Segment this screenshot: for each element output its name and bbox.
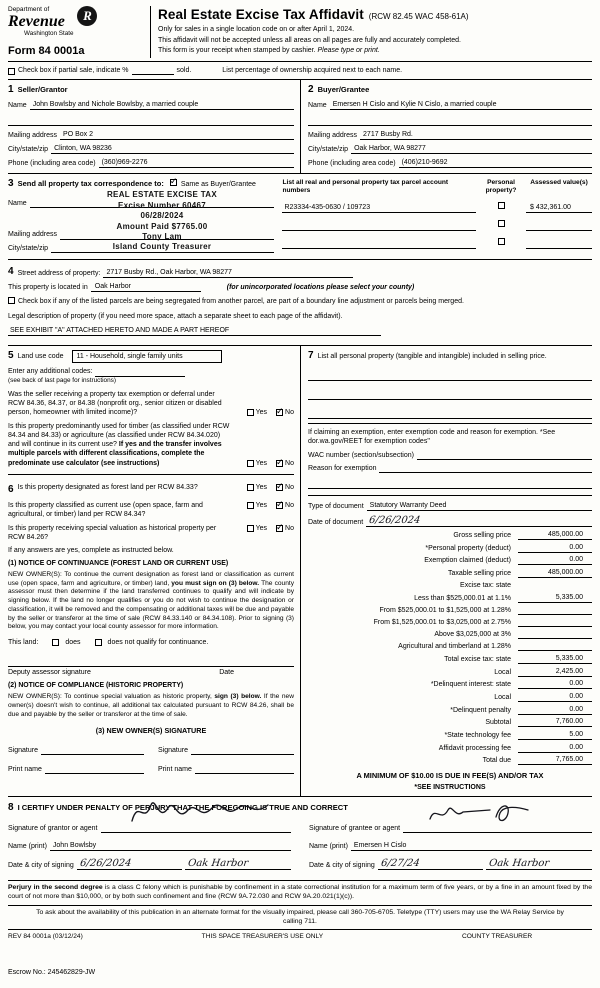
s6q3-no-checkbox[interactable] (276, 525, 283, 532)
grantee-sig-label: Signature of grantee or agent (309, 825, 401, 833)
section-4-number: 4 (8, 266, 14, 278)
seller-phone-value: (360)969-2276 (99, 158, 294, 168)
tax-value: 5.00 (518, 730, 592, 740)
owner-print-name-label: Print name (8, 765, 42, 773)
stamp-line: REAL ESTATE EXCISE TAX (106, 190, 218, 200)
tax-value: 485,000.00 (518, 568, 592, 578)
tax-computation-table (308, 530, 592, 766)
stamp-line: 06/28/2024 (140, 211, 184, 221)
section-designations (8, 475, 294, 774)
section-land-use (8, 349, 294, 474)
assessed-value: $ 432,361.00 (526, 203, 592, 213)
grantor-name-value: John Bowlsby (50, 841, 291, 851)
tax-row: *Personal property (deduct) 0.00 (308, 543, 592, 553)
grantee-name-label: Name (print) (309, 843, 348, 851)
partial-sale-checkbox[interactable] (8, 68, 15, 75)
seller-phone-label: Phone (including area code) (8, 160, 96, 168)
form-number: Form 84 0001a (8, 44, 85, 57)
current-use-question: Is this property classified as current use (open space, farm and agricultural, or timber) land per RCW 84.34? Yes ✓ No (8, 501, 294, 519)
legal-description-value: SEE EXHIBIT "A" ATTACHED HERETO AND MADE A PART HEREOF (8, 326, 231, 336)
unincorporated-note: (for unincorporated locations please select your county) (226, 284, 415, 292)
tax-row: Subtotal 7,760.00 (308, 717, 592, 727)
type-of-document-label: Type of document (308, 502, 364, 510)
continuance-qualify-row (8, 638, 294, 647)
parcel-number-field (282, 239, 476, 249)
stamp-line: Excise Number 60467 (118, 200, 206, 210)
s5q1-yes-checkbox[interactable] (247, 409, 254, 416)
perjury-statement: Perjury in the second degree is a class C felony which is punishable by confinement in a state correctional institution for a maximum term of five years, or by a fine in an amount fixed by the court of not more than $10,000, or by both such confinement and fine (RCW 9A.72.030 and RCW 9A.20.021(1)(c)). (8, 881, 592, 906)
assessed-value-header: Assessed value(s) (530, 179, 588, 187)
additional-codes-note: (see back of last page for instructions) (8, 376, 116, 384)
notice-continuance-text: NEW OWNER(S): To continue the current designation as forest land or classification as current use (open space, farm and agriculture, or timber) land, you must sign on (3) below. The county assessor must then determine if the land transferred continues to qualify and will indicate by signing below. If the land no longer qualifies or you do not wish to continue the designation or classification, it will be removed and the compensating or additional taxes will be due and payable by the seller or transferor at the time of sale (RCW 84.33.140 or 84.34.108). Prior to signing (3) below, you may contact your local county assessor for more information. (8, 571, 294, 631)
date-of-document-value: 6/26/2024 (368, 514, 422, 526)
tax-value: 7,760.00 (518, 717, 592, 727)
tax-value: 0.00 (518, 705, 592, 715)
buyer-name-label: Name (308, 102, 327, 109)
tax-row: *Delinquent interest: state 0.00 (308, 679, 592, 689)
s6q1-yes-checkbox[interactable] (247, 484, 254, 491)
s5q2-yes-checkbox[interactable] (247, 460, 254, 467)
seller-mailing-label: Mailing address (8, 132, 58, 140)
buyer-city-value: Oak Harbor, WA 98277 (351, 144, 592, 154)
tax-row: Agricultural and timberland at 1.28% (308, 642, 592, 652)
buyer-mailing-value: 2717 Busby Rd. (360, 130, 592, 140)
tax-value: 0.00 (518, 543, 592, 553)
agency-block (8, 6, 150, 58)
document-info (308, 501, 592, 527)
grantor-name-label: Name (print) (8, 843, 47, 851)
see-instructions-note: *SEE INSTRUCTIONS (414, 784, 486, 792)
s5q1-no-checkbox[interactable] (276, 409, 283, 416)
correspondence-title: Send all property tax correspondence to: (17, 179, 164, 189)
located-in-label: This property is located in (8, 284, 88, 292)
footer-row (8, 930, 592, 942)
section-7-number: 7 (308, 350, 314, 362)
additional-codes-label: Enter any additional codes: (8, 368, 93, 376)
section-2-number: 2 (308, 84, 314, 95)
same-as-buyer-checkbox[interactable] (170, 179, 177, 186)
blank-line (231, 327, 381, 336)
deputy-assessor-label: Deputy assessor signature (8, 669, 91, 677)
land-use-label: Land use code (17, 353, 64, 361)
tax-row: Gross selling price 485,000.00 (308, 530, 592, 540)
grantee-signature-block (309, 814, 592, 870)
if-yes-note: If any answers are yes, complete as instructed below. (8, 547, 174, 555)
exemption-block (308, 424, 592, 495)
blank-line (308, 478, 592, 489)
corr-city-label: City/state/zip (8, 244, 49, 252)
left-column (8, 346, 300, 796)
tax-row: Local 2,425.00 (308, 667, 592, 677)
same-as-buyer-label: Same as Buyer/Grantee (180, 181, 256, 189)
section-6-number: 6 (8, 483, 14, 495)
tax-value: 485,000.00 (518, 530, 592, 540)
does-label: does (65, 639, 81, 646)
exemption-deferral-question: Was the seller receiving a property tax exemption or deferral under RCW 84.36, 84.37, or 84.38 (nonprofit org., senior citizen or disabled person, homeowner with limited income)? Yes ✓ No (8, 390, 294, 417)
s6q2-yes-checkbox[interactable] (247, 502, 254, 509)
this-land-label: This land: (8, 639, 39, 646)
land-does-checkbox[interactable] (52, 639, 59, 646)
seller-city-value: Clinton, WA 98236 (51, 144, 294, 154)
form-header (8, 6, 592, 62)
section-buyer (300, 80, 592, 173)
grantor-date-value: 6/26/2024 (79, 858, 132, 870)
legal-description-label: Legal description of property (if you need more space, attach a separate sheet to each page of the affidavit). (8, 312, 343, 320)
seller-name-label: Name (8, 102, 27, 109)
type-of-document-value: Statutory Warranty Deed (367, 501, 592, 511)
treasurer-receipt-stamp (72, 190, 252, 252)
blank-line (308, 389, 592, 400)
buyer-name-value: Emersen H Cislo and Kylie N Cislo, a married couple (330, 100, 592, 110)
escrow-number: Escrow No.: 245462829-JW (8, 969, 96, 977)
stamp-line: Amount Paid $7765.00 (116, 221, 208, 231)
buyer-title: Buyer/Grantee (317, 85, 370, 94)
dept-of-label: Department of (8, 6, 50, 13)
segregated-checkbox[interactable] (8, 297, 15, 304)
parties-section (8, 80, 592, 174)
rev-number: REV 84 0001a (03/12/24) (8, 933, 83, 941)
grantee-date-value: 6/27/24 (380, 858, 421, 870)
accessibility-note: To ask about the availability of this publication in an alternate format for the visually impaired, please call 360-705-6705. Teletype (TTY) users may use the WA Relay Service by calling 711. (8, 906, 592, 931)
grantor-signature-block (8, 814, 291, 870)
correspondence-block (8, 177, 282, 253)
partial-sale-label: Check box if partial sale, indicate % (18, 66, 129, 74)
corr-name-label: Name (8, 200, 27, 208)
buyer-city-label: City/state/zip (308, 146, 349, 154)
county-treasurer-label: COUNTY TREASURER (462, 933, 533, 941)
blank-line (308, 408, 592, 419)
grantor-sig-label: Signature of grantor or agent (8, 825, 98, 833)
deputy-assessor-signature-line (8, 655, 294, 667)
notice-continuance-title: (1) NOTICE OF CONTINUANCE (FOREST LAND OR CURRENT USE) (8, 560, 229, 568)
treasurer-use-label: THIS SPACE TREASURER'S USE ONLY (201, 933, 324, 941)
blank-line (8, 115, 294, 126)
tax-value: 0.00 (518, 679, 592, 689)
tax-value: 0.00 (518, 692, 592, 702)
tax-value (518, 605, 592, 615)
timber-agriculture-question: Is this property predominantly used for timber (as classified under RCW 84.34 and 84.33) or agriculture (as classified under RCW 84.34.020) and will continue in its current use? If yes and the transfer involves multiple parcels with different classifications, complete the predominate use calculator (see instructions) Yes ✓ No (8, 422, 294, 467)
agency-name (8, 6, 73, 39)
located-in-value: Oak Harbor (91, 282, 201, 292)
land-use-value: 11 - Household, single family units (72, 350, 222, 363)
s6q2-no-checkbox[interactable] (276, 502, 283, 509)
seller-city-label: City/state/zip (8, 146, 49, 154)
owner-signature-field (191, 745, 294, 755)
washington-state-label: Washington State (24, 30, 74, 38)
street-address-value: 2717 Busby Rd., Oak Harbor, WA 98277 (103, 268, 353, 278)
blank-line (308, 115, 592, 126)
note-receipt: This form is your receipt when stamped by cashier. Please type or print. (158, 47, 380, 55)
reason-exemption-field (379, 464, 592, 473)
title-block (150, 6, 592, 58)
street-address-label: Street address of property: (17, 270, 101, 278)
tax-value: 0.00 (518, 555, 592, 565)
grantee-name-value: Emersen H Cislo (351, 841, 592, 851)
section-8-number: 8 (8, 802, 14, 814)
tax-row: Local 0.00 (308, 692, 592, 702)
buyer-phone-value: (406)210-9692 (399, 158, 592, 168)
exemption-note: If claiming an exemption, enter exemption code and reason for exemption. *See dor.wa.gov/REET for exemption codes" (308, 429, 556, 446)
notice-compliance-text: NEW OWNER(S): To continue special valuation as historic property, sign (3) below. If the new owner(s) doesn't wish to continue, all additional tax calculated pursuant to RCW 84.26, shall be due and payable by the seller or transferor at the time of sale. (8, 693, 294, 718)
buyer-mailing-label: Mailing address (308, 132, 358, 140)
wac-number-label: WAC number (section/subsection) (308, 451, 414, 459)
stamp-line: Island County Treasurer (112, 242, 212, 252)
wac-number-field (417, 451, 592, 460)
section-certification (8, 797, 592, 881)
partial-percent-field (132, 67, 174, 75)
tax-row: Exemption claimed (deduct) 0.00 (308, 555, 592, 565)
tax-row: Total excise tax: state 5,335.00 (308, 654, 592, 664)
stamp-line: Tony Lam (142, 231, 182, 241)
parcel-row (282, 202, 592, 213)
personal-property-header: Personal property? (485, 179, 517, 195)
personal-property-checkbox[interactable] (498, 238, 505, 245)
does-not-label: does not qualify for continuance. (107, 639, 209, 646)
section-correspondence (8, 174, 592, 260)
grantor-sig-field (101, 824, 291, 833)
corr-mailing-label: Mailing address (8, 231, 58, 239)
date-of-document-label: Date of document (308, 518, 364, 526)
tax-row: Taxable selling price 485,000.00 (308, 568, 592, 578)
reason-exemption-label: Reason for exemption (308, 464, 377, 472)
parcel-table (282, 177, 592, 253)
section-personal-property (308, 349, 592, 424)
grantor-date-label: Date & city of signing (8, 862, 74, 870)
partial-sale-row (8, 62, 592, 80)
tax-value: 5,335.00 (518, 654, 592, 664)
assessed-value-field (526, 239, 592, 249)
seller-title: Seller/Grantor (17, 85, 68, 94)
parcel-number-field (282, 221, 476, 231)
minimum-due-note: A MINIMUM OF $10.00 IS DUE IN FEE(S) AND/OR TAX (356, 771, 544, 781)
personal-property-checkbox[interactable] (498, 202, 505, 209)
rcw-reference: (RCW 82.45 WAC 458-61A) (368, 12, 469, 21)
forest-land-question: 6 Is this property designated as forest land per RCW 84.33? Yes ✓ No (8, 483, 294, 496)
grantee-sig-field (403, 824, 592, 833)
s6q1-no-checkbox[interactable] (276, 484, 283, 491)
owner-signature-label: Signature (158, 746, 188, 754)
section-1-number: 1 (8, 84, 14, 95)
buyer-phone-label: Phone (including area code) (308, 160, 396, 168)
owner-signature-field (41, 745, 144, 755)
parcel-row (282, 238, 592, 249)
s6q3-yes-checkbox[interactable] (247, 525, 254, 532)
tax-row: Excise tax: state (308, 581, 592, 591)
tax-row: Above $3,025,000 at 3% (308, 630, 592, 640)
page-title: Real Estate Excise Tax Affidavit (158, 7, 364, 22)
tax-row: Total due 7,765.00 (308, 755, 592, 765)
historical-property-question: Is this property receiving special valuation as historical property per RCW 84.26? Yes ✓ No (8, 524, 294, 542)
grantee-city-value: Oak Harbor (488, 858, 551, 870)
tax-value: 2,425.00 (518, 667, 592, 677)
new-owner-signature-title: (3) NEW OWNER(S) SIGNATURE (95, 726, 207, 736)
tax-row: *Delinquent penalty 0.00 (308, 705, 592, 715)
parcel-numbers-header: List all real and personal property tax parcel account numbers (282, 179, 449, 195)
owner-print-name-field (45, 764, 144, 774)
note-single-location: Only for sales in a single location code on or after April 1, 2024. (158, 26, 355, 34)
s5q2-no-checkbox[interactable] (276, 460, 283, 467)
grantor-city-value: Oak Harbor (187, 858, 250, 870)
certify-statement: I CERTIFY UNDER PENALTY OF PERJURY THAT THE FOREGOING IS TRUE AND CORRECT (17, 803, 348, 813)
tax-row: From $1,525,000.01 to $3,025,000 at 2.75% (308, 618, 592, 628)
dor-logo-icon: R (77, 6, 97, 26)
parcel-row (282, 220, 592, 231)
tax-value (518, 642, 592, 652)
tax-value: 7,765.00 (518, 755, 592, 765)
section-seller (8, 80, 300, 173)
section-property-address (8, 260, 592, 346)
seller-name-value: John Bowlsby and Nichole Bowlsby, a married couple (30, 100, 294, 110)
tax-row: From $525,000.01 to $1,525,000 at 1.28% (308, 605, 592, 615)
note-not-accepted: This affidavit will not be accepted unless all areas on all pages are fully and accurately completed. (158, 36, 461, 44)
tax-value (518, 581, 592, 591)
owner-print-name-field (195, 764, 294, 774)
ownership-percent-note: List percentage of ownership acquired next to each name. (222, 66, 403, 74)
sold-label: sold. (176, 66, 192, 74)
owner-print-name-label: Print name (158, 765, 192, 773)
personal-property-title: List all personal property (tangible and intangible) included in selling price. (317, 353, 547, 361)
assessed-value-field (526, 221, 592, 231)
grantee-date-label: Date & city of signing (309, 862, 375, 870)
tax-value (518, 618, 592, 628)
tax-row: Less than $525,000.01 at 1.1% 5,335.00 (308, 593, 592, 603)
land-does-not-checkbox[interactable] (95, 639, 102, 646)
blank-line (308, 370, 592, 381)
tax-value (518, 630, 592, 640)
tax-row: Affidavit processing fee 0.00 (308, 743, 592, 753)
right-column (300, 346, 592, 796)
seller-mailing-value: PO Box 2 (60, 130, 294, 140)
deputy-date-label: Date (219, 669, 234, 677)
additional-codes-field (95, 368, 185, 377)
notice-compliance-title: (2) NOTICE OF COMPLIANCE (HISTORIC PROPERTY) (8, 682, 184, 690)
parcel-number-value: R23334-435-0630 / 109723 (282, 203, 476, 213)
tax-value: 0.00 (518, 743, 592, 753)
tax-value: 5,335.00 (518, 593, 592, 603)
tax-row: *State technology fee 5.00 (308, 730, 592, 740)
personal-property-checkbox[interactable] (498, 220, 505, 227)
segregated-label: Check box if any of the listed parcels are being segregated from another parcel, are part of a boundary line adjustment or parcels being merged. (18, 298, 464, 306)
revenue-wordmark: Revenue (8, 13, 65, 31)
section-3-number: 3 (8, 178, 14, 190)
owner-signature-label: Signature (8, 746, 38, 754)
section-5-number: 5 (8, 350, 14, 362)
main-columns (8, 346, 592, 797)
